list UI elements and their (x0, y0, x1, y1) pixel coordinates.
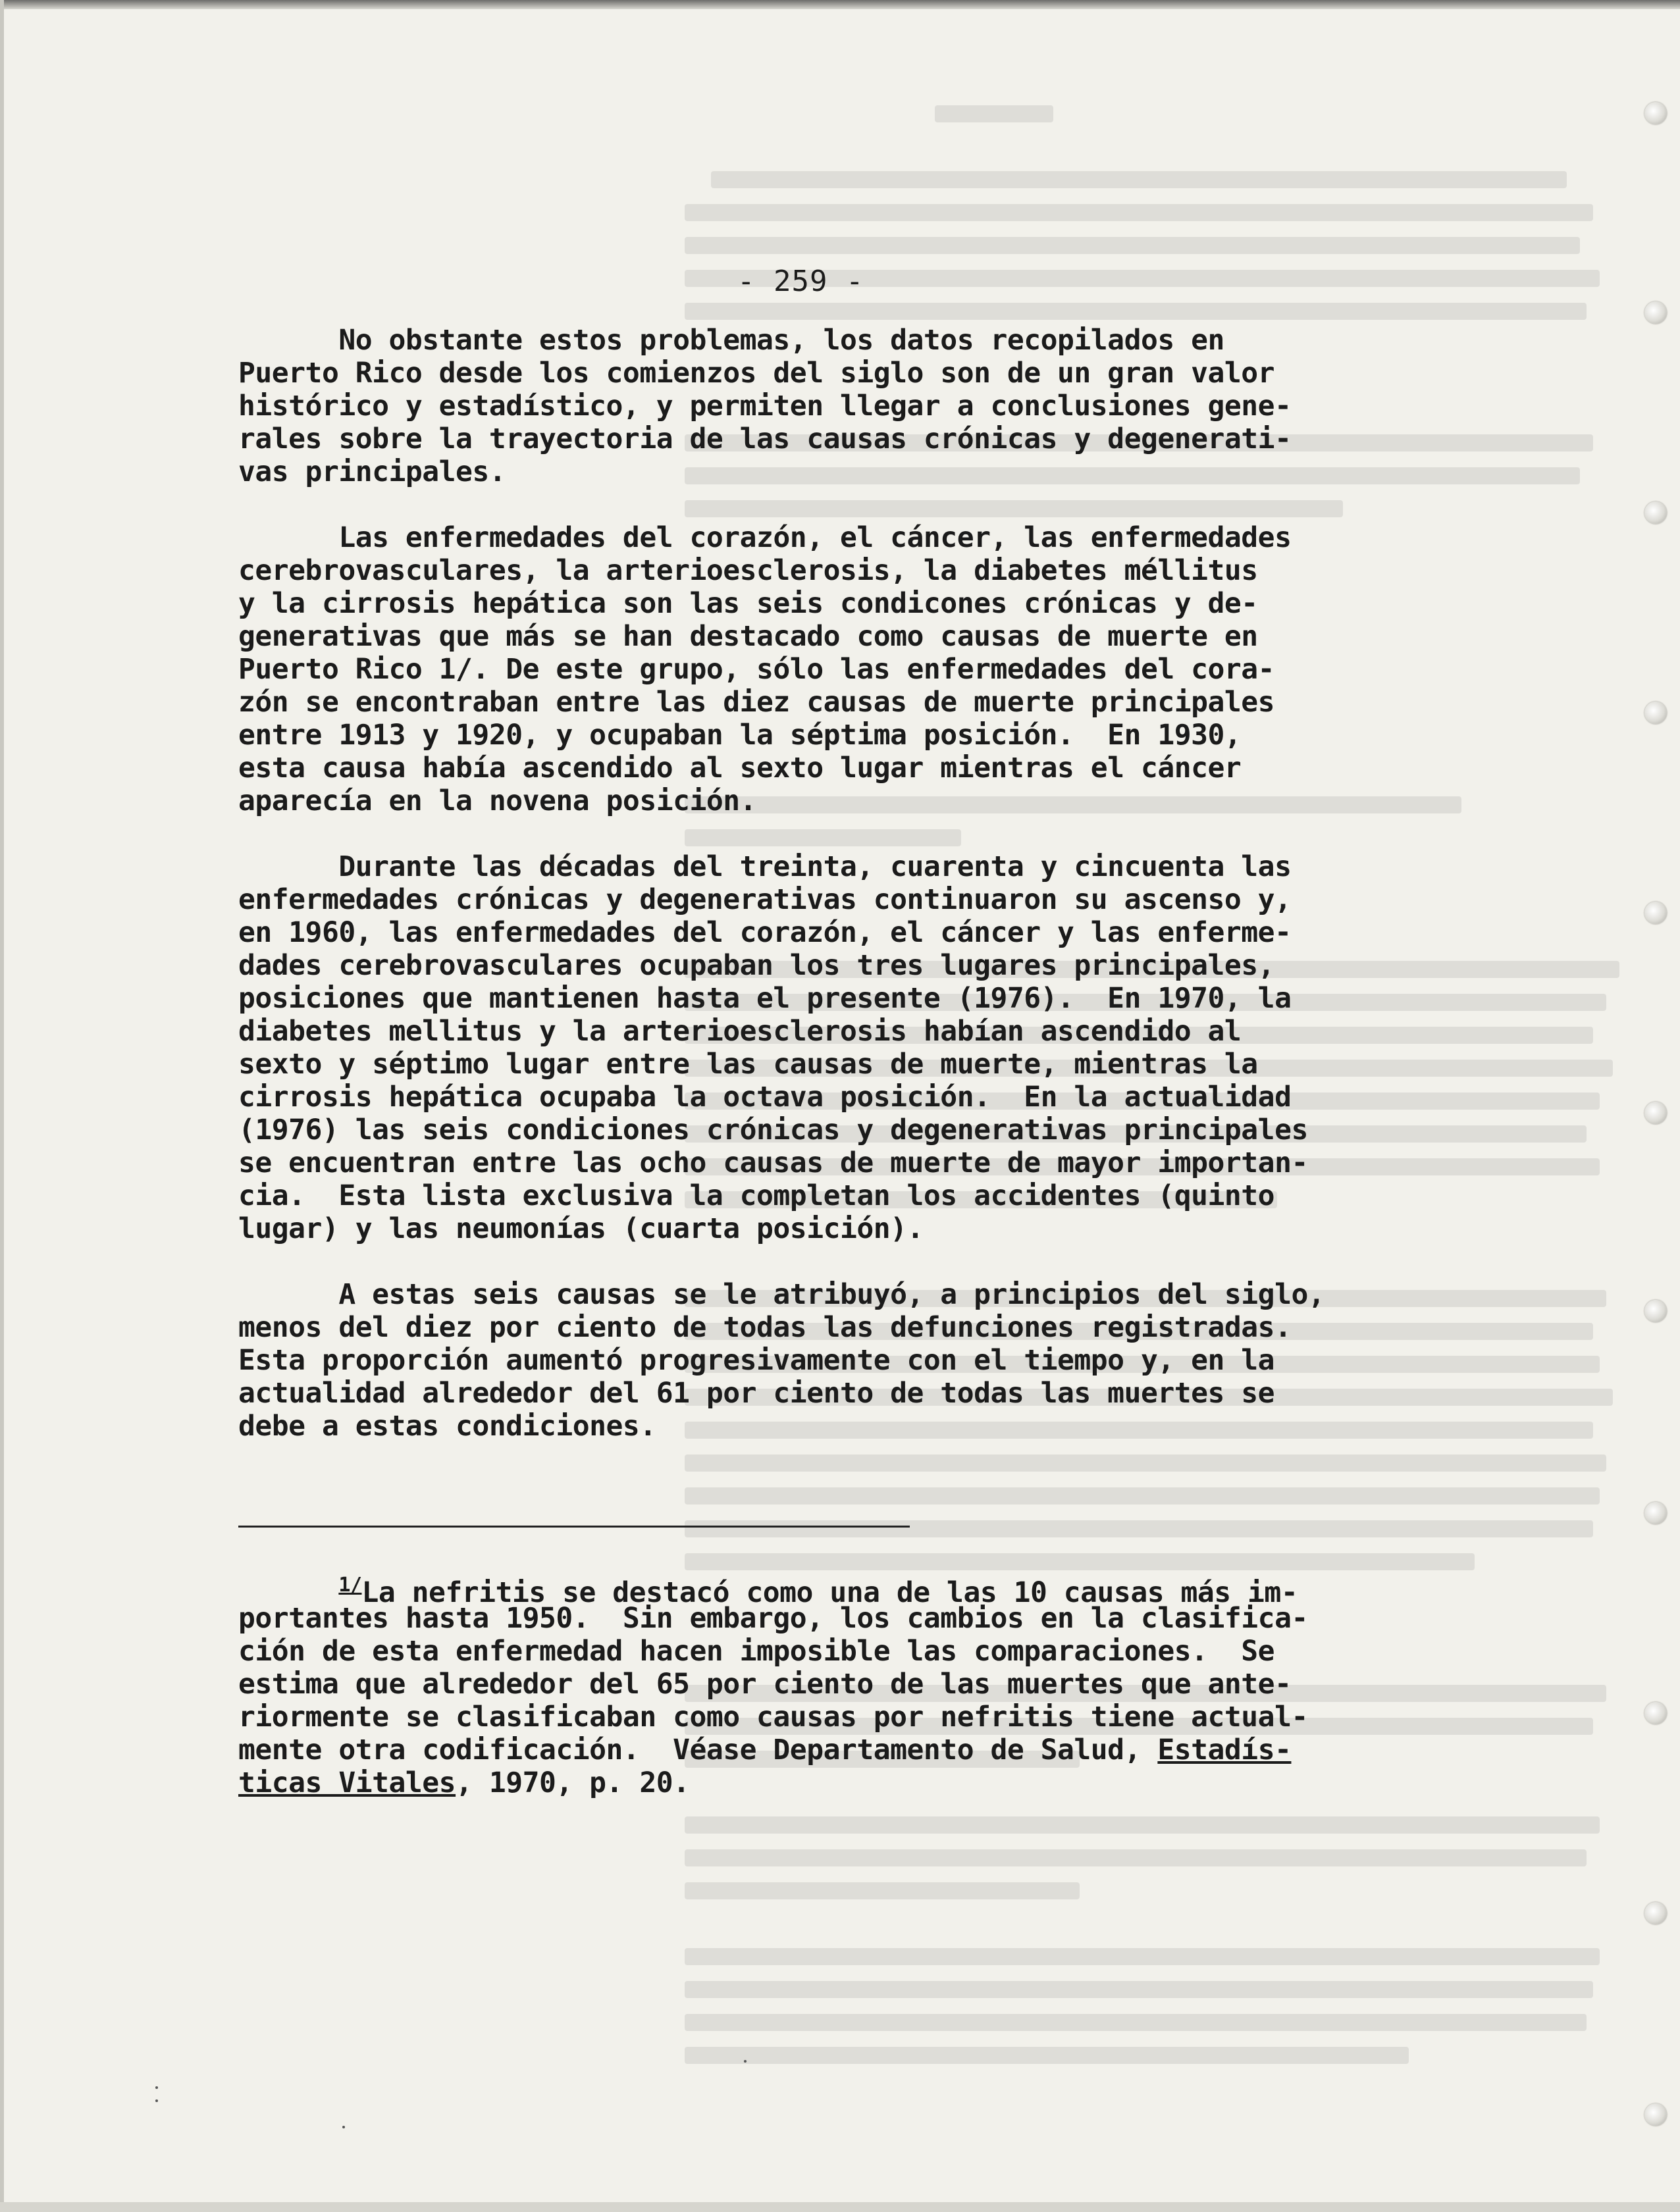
text-line: aparecía en la novena posición. (238, 784, 757, 817)
footnote (238, 1569, 1509, 1799)
binder-hole-1 (1644, 102, 1667, 124)
text-line: cia. Esta lista exclusiva la completan los accidentes (quinto (238, 1179, 1275, 1212)
paper-speck (342, 2126, 345, 2128)
text-line: cerebrovasculares, la arterioesclerosis, la diabetes méllitus (238, 554, 1258, 587)
body-text (238, 324, 1509, 1443)
page-left-edge (0, 0, 4, 2212)
paragraph-4 (238, 1278, 1509, 1443)
footnote-first-line (238, 1569, 1509, 1609)
text-line: Las enfermedades del corazón, el cáncer, las enfermedades (238, 521, 1292, 554)
text-line: (1976) las seis condiciones crónicas y degenerativas principales (238, 1114, 1308, 1146)
text-line: zón se encontraban entre las diez causas de muerte principales (238, 686, 1275, 719)
text-line: Esta proporción aumentó progresivamente con el tiempo y, en la (238, 1344, 1275, 1377)
text-line: enfermedades crónicas y degenerativas continuaron su ascenso y, (238, 883, 1292, 916)
page-top-edge (0, 0, 1680, 9)
text-line: A estas seis causas se le atribuyó, a principios del siglo, (238, 1278, 1325, 1311)
footnote-marker: 1/ (338, 1574, 362, 1597)
paper-speck (155, 2086, 158, 2089)
text-line: en 1960, las enfermedades del corazón, el cáncer y las enferme- (238, 916, 1292, 949)
footnote-text: mente otra codificación. Véase Departamento de Salud, (238, 1734, 1158, 1766)
citation-title: ticas Vitales (238, 1766, 456, 1799)
text-line: Puerto Rico 1/. De este grupo, sólo las enfermedades del cora- (238, 653, 1275, 686)
binder-hole-6 (1644, 1102, 1667, 1124)
binder-hole-7 (1644, 1300, 1667, 1322)
paragraph-1 (238, 324, 1509, 488)
text-line: posiciones que mantienen hasta el presente (1976). En 1970, la (238, 982, 1292, 1015)
paper-speck (155, 2099, 158, 2102)
binder-hole-8 (1644, 1502, 1667, 1524)
footnote-text: , 1970, p. 20. (456, 1766, 690, 1799)
footnote-line: ción de esta enfermedad hacen imposible las comparaciones. Se (238, 1635, 1275, 1668)
text-line: sexto y séptimo lugar entre las causas de muerte, mientras la (238, 1048, 1258, 1081)
binder-hole-9 (1644, 1702, 1667, 1724)
binder-hole-3 (1644, 502, 1667, 524)
text-line: entre 1913 y 1920, y ocupaban la séptima posición. En 1930, (238, 719, 1242, 752)
text-line: vas principales. (238, 455, 506, 488)
footnote-line: riormente se clasificaban como causas por nefritis tiene actual- (238, 1701, 1308, 1734)
binder-hole-10 (1644, 1902, 1667, 1924)
text-line: Durante las décadas del treinta, cuarenta y cincuenta las (238, 850, 1292, 883)
text-line: histórico y estadístico, y permiten llegar a conclusiones gene- (238, 390, 1292, 423)
paragraph-3 (238, 850, 1509, 1245)
footnote-line (238, 1766, 1509, 1799)
text-line: diabetes mellitus y la arterioesclerosis habían ascendido al (238, 1015, 1242, 1048)
paper-speck (744, 2060, 747, 2063)
page-number: - 259 - (737, 265, 864, 298)
binder-hole-11 (1644, 2103, 1667, 2126)
binder-hole-2 (1644, 301, 1667, 324)
text-line: actualidad alrededor del 61 por ciento de todas las muertes se (238, 1377, 1275, 1410)
text-line: No obstante estos problemas, los datos recopilados en (238, 324, 1224, 357)
text-line: esta causa había ascendido al sexto lugar mientras el cáncer (238, 752, 1242, 784)
text-line: debe a estas condiciones. (238, 1410, 656, 1443)
footnote-separator (238, 1526, 910, 1528)
text-line: cirrosis hepática ocupaba la octava posición. En la actualidad (238, 1081, 1292, 1114)
text-line: y la cirrosis hepática son las seis condicones crónicas y de- (238, 587, 1258, 620)
binder-hole-5 (1644, 902, 1667, 924)
footnote-text: La nefritis se destacó como una de las 10 causas más im- (361, 1576, 1298, 1609)
footnote-line: portantes hasta 1950. Sin embargo, los cambios en la clasifica- (238, 1602, 1308, 1635)
text-line: lugar) y las neumonías (cuarta posición). (238, 1212, 924, 1245)
text-line: se encuentran entre las ocho causas de muerte de mayor importan- (238, 1146, 1308, 1179)
text-line: Puerto Rico desde los comienzos del siglo son de un gran valor (238, 357, 1275, 390)
paragraph-2 (238, 521, 1509, 817)
text-line: rales sobre la trayectoria de las causas crónicas y degenerati- (238, 423, 1292, 455)
citation-title: Estadís- (1157, 1734, 1292, 1766)
text-line: menos del diez por ciento de todas las defunciones registradas. (238, 1311, 1292, 1344)
footnote-line (238, 1734, 1509, 1766)
text-line: generativas que más se han destacado como causas de muerte en (238, 620, 1258, 653)
footnote-line: estima que alrededor del 65 por ciento de las muertes que ante- (238, 1668, 1292, 1701)
text-line: dades cerebrovasculares ocupaban los tres lugares principales, (238, 949, 1275, 982)
binder-hole-4 (1644, 702, 1667, 724)
